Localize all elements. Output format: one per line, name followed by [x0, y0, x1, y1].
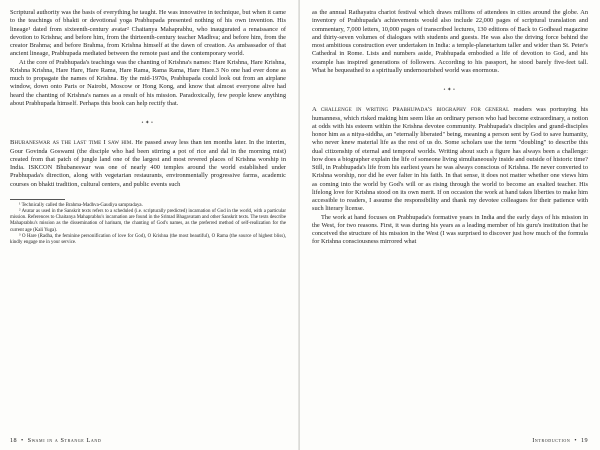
- left-paragraph-1: Scriptural authority was the basis of everything he taught. He was innovative in technique, but when it came to the teachings of bhakti or devotional yoga Prabhupada presented nothing of his own invention. His lineage¹ dated from sixteenth-century avatar² Chaitanya Mahaprabhu, who inaugurated a renaissance of devotion to Krishna; and before him, from the thirteenth-century teacher Madhva; and before him, from the creator Brahma; and before Brahma, from Krishna himself at the dawn of creation. As ambassador of that ancient lineage, Prabhupada mediated between the remote past and the contemporary world.: [10, 9, 286, 58]
- footnote-2: ² Avatar as used in the Sanskrit texts refers to a scheduled (i.e. scripturally predicted) incarnation of God in the world, with a particular mission. References to Chaitanya Mahaprabhu's incarnation are found in the Srimad Bhagavatam and other Sanskrit texts. The texts describe Mahaprabhu's mission as the dissemination of harinam, the chanting of God's names, as the preferred method of self-realization for the current age (Kali Yuga).: [10, 208, 286, 233]
- right-closing-paragraph: The work at hand focuses on Prabhupada's formative years in India and the early days of his mission in the West, for two reasons. First, it was during his years as a leading member of his guru's institution that he conceived the structure of his mission in the West (I was surprised to discover just how much of the formula for Krishna consciousness mirrored what: [312, 213, 588, 246]
- left-text-column: [10, 9, 286, 246]
- right-text-column: [312, 9, 588, 247]
- left-paragraph-2: At the core of Prabhupada's teachings was the chanting of Krishna's names: Hare Krishna, Hare Krishna, Krishna Krishna, Hare Hare, Hare Rama, Hare Rama, Rama Rama, Hare Hare.3 No one had ever done as much to propagate the names of Krishna. By the mid-1970s, Prabhupada could look out from an airplane window, down onto Paris or Nairobi, Moscow or Hong Kong, and know that almost everyone alive had heard the chanting of Krishna's names as a result of his mission. Paradoxically, few people knew anything about Prabhupada himself. Perhaps this book can help rectify that.: [10, 58, 286, 107]
- running-head: Introduction: [532, 437, 571, 444]
- section-body-text: readers was portraying his humanness, which risked making him seem like an ordinary person who had become extraordinary, a notion at odds with his esteem within the Krishna devotee community. Prabhupada's disciples and grand-disciples honor him as a nitya-siddha, an "eternally liberated" being, meaning a person sent by God to save humanity, who never knew material life as the rest of us do. Some scholars use the term "doubling" to describe this dual citizenship of eternal and temporal worlds. Writing about such a figure has always been a challenge: how does a biographer explain the life of someone living simultaneously inside and outside of historic time? Still, in Prabhupada's life from his earliest years he was always conscious of Krishna. He never converted to Krishna worship, nor did he ever falter in his faith. In that sense, it does not matter whether one views him as coming into the world by God's will or as rising through the world to become an exalted teacher. His lifelong love for Krishna stood on its own merit. If on occasion the work at hand takes liberties to make him accessible to readers, I assume the responsibility and thank my devotee colleagues for their patience with such literary license.: [312, 106, 588, 213]
- section-break-ornament: •✦•: [443, 87, 457, 93]
- right-paragraph-1: as the annual Rathayatra chariot festival which draws millions of attendees in cities around the globe. An inventory of Prabhupada's achievements would also include 22,000 pages of scriptural translation and commentary, 7,000 letters, 10,000 pages of transcribed lectures, 130 editions of Back to Godhead magazine and thirty-seven volumes of dialogues with students and guests. He was also the driving force behind the most ambitious construction ever undertaken in India: a temple-planetarium taller and wider than St. Peter's Cathedral in Rome. Lists and numbers aside, Prabhupada embodied a life of devotion to God, and his example has inspired generations of followers. According to his passport, he stood barely five-feet tall. What he bequeathed to a spiritually undernourished world was enormous.: [312, 9, 588, 74]
- folio-separator: •: [21, 437, 24, 444]
- folio-separator: •: [574, 437, 577, 444]
- right-folio: [532, 437, 588, 444]
- section-body-text: He passed away less than ten months later. In the interim, Gour Govinda Goswami (the disciple who had been stirring a pot of rice and dal in the morning mist) created from that patch of jungle land one of the largest and most revered places of Krishna worship in India. ISKCON Bhubaneswar was one of nearly 400 temples around the world established under Prabhupada's direction, along with vegetarian restaurants, environmentally progressive farms, academic courses on bhakti tradition, cultural centers, and public events such: [10, 139, 286, 188]
- footnote-3: ³ O Hare (Radha, the feminine personification of love for God), O Krishna (the most beautiful), O Rama (the source of highest bliss), kindly engage me in your service.: [10, 233, 286, 245]
- right-page: [300, 0, 600, 450]
- left-folio: [10, 437, 101, 444]
- section-break-ornament: •✦•: [141, 120, 155, 126]
- right-section-paragraph: [312, 106, 588, 213]
- left-section-paragraph: [10, 139, 286, 189]
- section-lead-in: Bhubaneswar as the last time I saw him.: [10, 139, 134, 147]
- footnote-rule: [10, 199, 65, 200]
- section-lead-in: A challenge in writing Prabhupada's biography for general: [312, 106, 510, 114]
- footnote-1: ¹ Technically called the Brahma-Madhva-Gaudiya sampradaya.: [19, 202, 143, 208]
- page-number: 18: [10, 437, 17, 444]
- page-number: 19: [581, 437, 588, 444]
- running-head: Swami in a Strange Land: [27, 437, 102, 444]
